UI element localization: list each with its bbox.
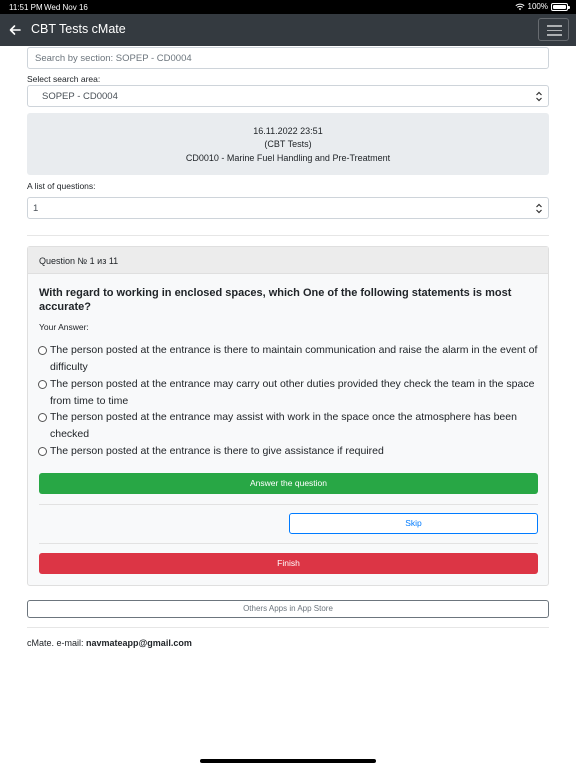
answer-option[interactable] (38, 376, 538, 409)
skip-button[interactable]: Skip (289, 513, 538, 534)
battery-percent: 100% (527, 2, 548, 11)
question-text: With regard to working in enclosed spaces, which One of the following statements is most accurate? (39, 287, 512, 313)
radio-button[interactable] (38, 346, 47, 355)
answer-option-text: The person posted at the entrance is there to maintain communication and raise the alarm in the event of difficulty (50, 344, 538, 373)
status-date: Wed Nov 16 (44, 3, 88, 12)
status-right (515, 2, 568, 11)
answer-option[interactable] (38, 342, 538, 375)
answer-option[interactable] (38, 409, 538, 442)
radio-button[interactable] (38, 413, 47, 422)
question-card (27, 246, 549, 586)
divider (39, 504, 538, 505)
home-indicator[interactable] (200, 759, 376, 763)
question-card-header (28, 247, 548, 274)
questions-list-label: A list of questions: (27, 181, 96, 191)
select-caret-icon (535, 91, 543, 102)
battery-icon (551, 3, 568, 11)
other-apps-button[interactable]: Others Apps in App Store (27, 600, 549, 618)
search-area-value: SOPEP - CD0004 (42, 91, 118, 102)
divider (27, 235, 549, 236)
finish-button[interactable]: Finish (39, 553, 538, 574)
back-arrow-icon[interactable] (6, 21, 24, 39)
your-answer-label: Your Answer: (39, 322, 89, 332)
answer-option-text: The person posted at the entrance may assist with work in the space once the atmosphere has been checked (50, 411, 517, 440)
answer-option-text: The person posted at the entrance may carry out other duties provided they check the team in the space from time to time (50, 378, 535, 407)
page-title: CBT Tests cMate (31, 22, 126, 36)
footer (27, 638, 192, 648)
info-category: (CBT Tests) (264, 139, 312, 149)
answer-button[interactable]: Answer the question (39, 473, 538, 494)
hamburger-menu-icon[interactable] (538, 18, 569, 41)
footer-email[interactable]: navmateapp@gmail.com (86, 638, 192, 648)
wifi-icon (515, 3, 525, 11)
navbar (0, 14, 576, 46)
footer-prefix: cMate. e-mail: (27, 638, 87, 648)
question-number: Question № 1 из 11 (39, 256, 119, 266)
search-area-label: Select search area: (27, 74, 101, 84)
status-time: 11:51 PM (9, 3, 43, 12)
radio-button[interactable] (38, 447, 47, 456)
radio-button[interactable] (38, 380, 47, 389)
test-info-box (27, 113, 549, 175)
info-course: CD0010 - Marine Fuel Handling and Pre-Treatment (185, 153, 391, 163)
questions-list-select[interactable] (27, 197, 549, 219)
select-caret-icon (535, 203, 543, 214)
status-bar (0, 0, 576, 14)
answer-option[interactable] (38, 443, 538, 460)
answer-option-text: The person posted at the entrance is there to give assistance if required (50, 445, 384, 457)
divider (27, 627, 549, 628)
divider (39, 543, 538, 544)
info-datetime: 16.11.2022 23:51 (253, 126, 323, 136)
questions-list-value: 1 (33, 203, 39, 214)
search-area-select[interactable] (27, 85, 549, 107)
search-input[interactable] (27, 47, 549, 69)
